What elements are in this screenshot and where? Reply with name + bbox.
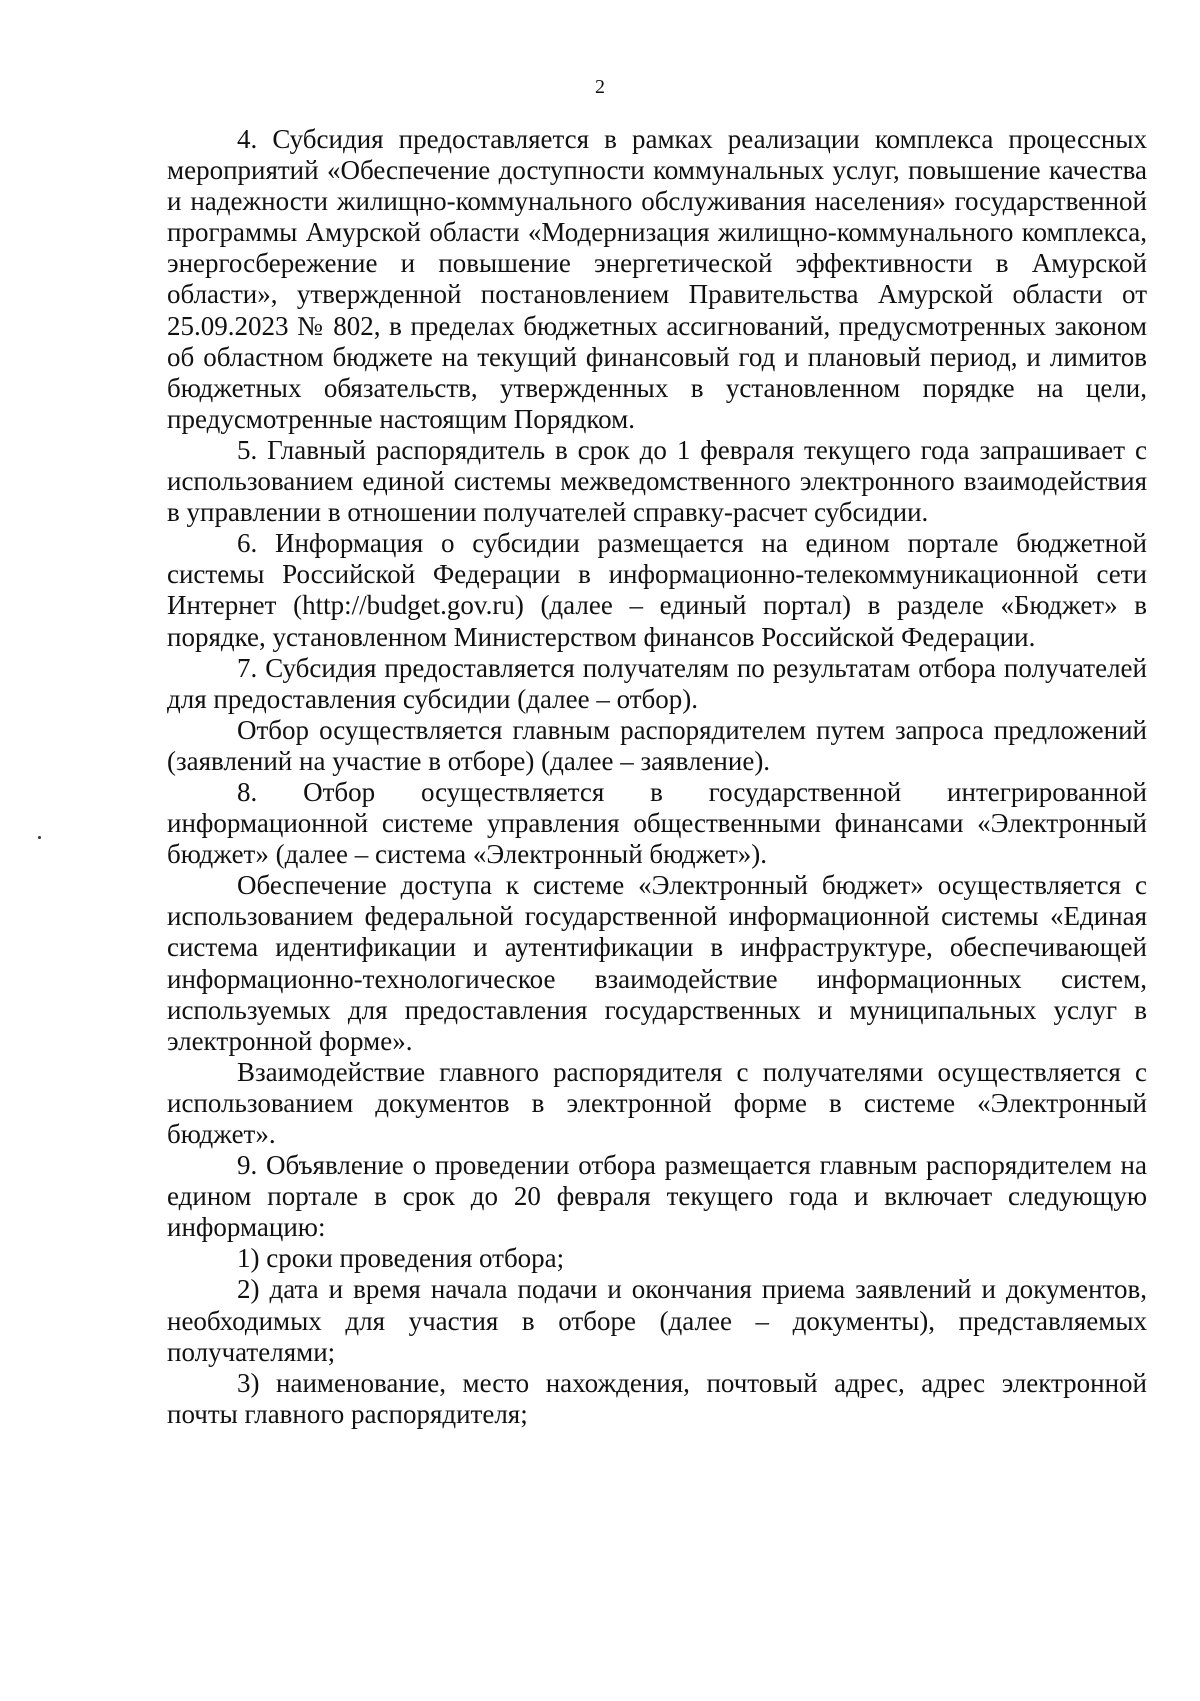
- paragraph-8-access: Обеспечение доступа к системе «Электронный бюджет» осуществляется с использованием федеральной государственной информационной системы «Единая система идентификации и аутентификации в инфраструктуре, обеспечивающей информационно-технологическое взаимодействие информационных систем, используемых для предоставления государственных и муниципальных услуг в электронной форме».: [167, 870, 1147, 1056]
- list-item-1: 1) сроки проведения отбора;: [237, 1243, 565, 1274]
- paragraph-5: 5. Главный распорядитель в срок до 1 февраля текущего года запрашивает с использованием единой системы межведомственного электронного взаимодействия в управлении в отношении получателей справку-расчет субсидии.: [167, 434, 1147, 528]
- document-body: [167, 124, 1147, 1430]
- paragraph-4: 4. Субсидия предоставляется в рамках реализации комплекса процессных мероприятий «Обеспечение доступности коммунальных услуг, повышение качества и надежности жилищно-коммунального обслуживания населения» государственной программы Амурской области «Модернизация жилищно-коммунального комплекса, энергосбережение и повышение энергетической эффективности в Амурской области», утвержденной постановлением Правительства Амурской области от 25.09.2023 № 802, в пределах бюджетных ассигнований, предусмотренных законом об областном бюджете на текущий финансовый год и плановый период, и лимитов бюджетных обязательств, утвержденных в установленном порядке на цели, предусмотренные настоящим Порядком.: [167, 124, 1147, 434]
- paragraph-6: 6. Информация о субсидии размещается на едином портале бюджетной системы Российской Федерации в информационно-телекоммуникационной сети Интернет (http://budget.gov.ru) (далее – единый портал) в разделе «Бюджет» в порядке, установленном Министерством финансов Российской Федерации.: [167, 528, 1147, 652]
- list-item-2: 2) дата и время начала подачи и окончания приема заявлений и документов, необходимых для участия в отборе (далее – документы), представляемых получателями;: [167, 1274, 1147, 1367]
- scan-speck: [38, 836, 41, 839]
- page-number: 2: [595, 76, 605, 98]
- paragraph-8-interaction: Взаимодействие главного распорядителя с получателями осуществляется с использованием документов в электронной форме в системе «Электронный бюджет».: [167, 1056, 1147, 1149]
- paragraph-7: 7. Субсидия предоставляется получателям по результатам отбора получателей для предоставления субсидии (далее – отбор).: [167, 652, 1147, 714]
- paragraph-8: 8. Отбор осуществляется в государственной интегрированной информационной системе управления общественными финансами «Электронный бюджет» (далее – система «Электронный бюджет»).: [167, 776, 1147, 870]
- list-item-3: 3) наименование, место нахождения, почтовый адрес, адрес электронной почты главного распорядителя;: [167, 1367, 1147, 1429]
- paragraph-7-selection: Отбор осуществляется главным распорядителем путем запроса предложений (заявлений на участие в отборе) (далее – заявление).: [167, 714, 1147, 776]
- paragraph-9: 9. Объявление о проведении отбора размещается главным распорядителем на едином портале в срок до 20 февраля текущего года и включает следующую информацию:: [167, 1150, 1147, 1243]
